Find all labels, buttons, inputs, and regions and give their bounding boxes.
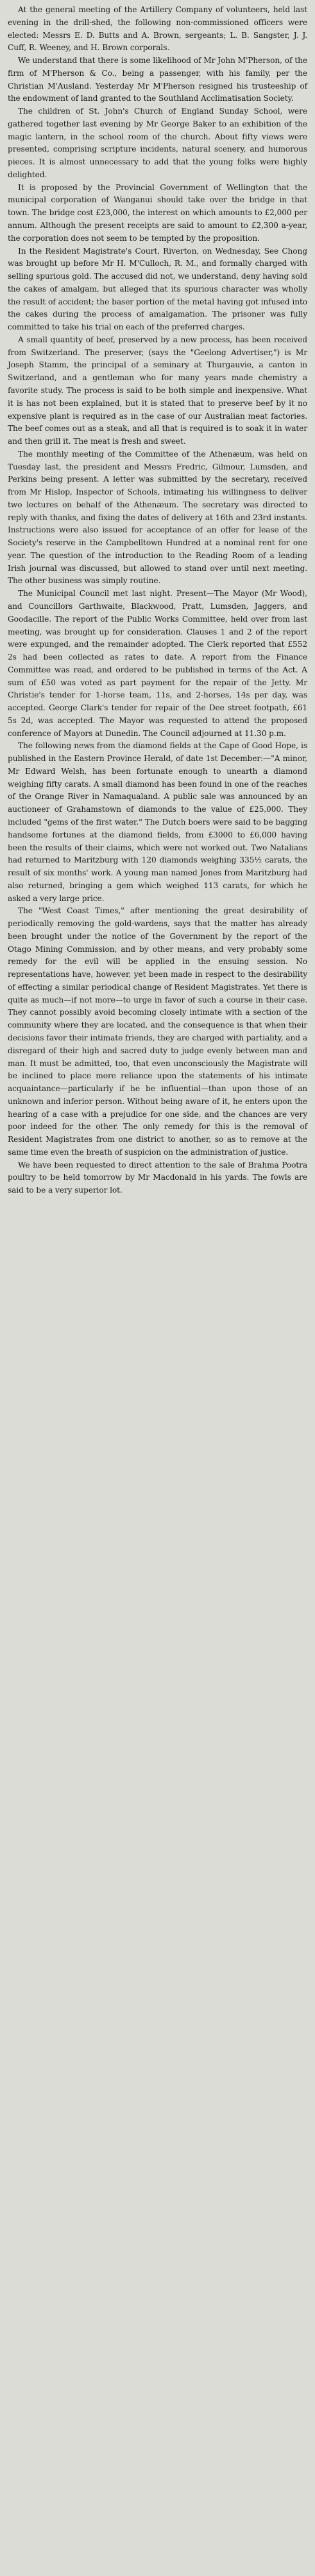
news-paragraph-athenaeum-meeting: The monthly meeting of the Committee of the Athenæum, was held on Tuesday last, the president and Messrs Fredric, Gilmour, Lumsden, and Perkins being present. A letter was submitted by the secretary, received from Mr Hislop, Inspector of Schools, intimating his willingness to deliver two lectures on behalf of the Athenæum. The secretary was directed to reply with thanks, and fixing the dates of delivery at 16th and 23rd instants. Instructions were also issued for acceptance of an offer for lease of the Society's reserve in the Campbelltown Hundred at a nominal rent for one year. The question of the introduction to the Reading Room of a leading Irish journal was discussed, but allowed to stand over until next meeting. The other business was simply routine. — [8, 449, 307, 586]
news-paragraph-municipal-council: The Municipal Council met last night. Present—The Mayor (Mr Wood), and Councillors Garthwaite, Blackwood, Pratt, Lumsden, Jaggers, and Goodacille. The report of the Public Works Committee, held over from last meeting, was brought up for consideration. Clauses 1 and 2 of the report were expunged, and the remainder adopted. The Clerk reported that £552 2s had been collected as rates to date. A report from the Finance Committee was read, and ordered to be published in terms of the Act. A sum of £50 was voted as part payment for the repair of the Jetty. Mr Christie's tender for 1-horse team, 11s, and 2-horses, 14s per day, was accepted. George Clark's tender for repair of the Dee street footpath, £61 5s 2d, was accepted. The Mayor was requested to attend the proposed conference of Mayors at Dunedin. The Council adjourned at 11.30 p.m. — [8, 589, 307, 738]
news-paragraph-west-coast-times: The "West Coast Times," after mentioning the great desirability of periodically removing the gold-wardens, says that the matter has already been brought under the notice of the Government by the report of the Otago Mining Commission, and by other means, and very probably some remedy for the evil will be applied in the ensuing session. No representations have, however, yet been made in respect to the desirability of effecting a similar periodical change of Resident Magistrates. Yet there is quite as much—if not more—to urge in favor of such a course in their case. They cannot possibly avoid becoming closely intimate with a section of the community where they are located, and the consequence is that when their decisions favor their intimate friends, they are charged with partiality, and a disregard of their high and sacred duty to judge evenly between man and man. It must be admitted, too, that even unconsciously the Magistrate will be inclined to place more reliance upon the statements of his intimate acquaintance—particularly if he be influential—than upon those of an unknown and inferior person. Without being aware of it, he enters upon the hearing of a case with a prejudice for one side, and the chances are very poor indeed for the other. The only remedy for this is the removal of Resident Magistrates from one district to another, so as to remove at the same time even the breath of suspicion on the administration of justice. — [8, 906, 307, 1157]
news-paragraph-artillery-election: At the general meeting of the Artillery Company of volunteers, held last evening in the drill-shed, the following non-commissioned officers were elected: Messrs E. D. Butts and A. Brown, sergeants; L. B. Sangster, J. J. Cuff, R. Weeney, and H. Brown corporals. — [8, 5, 307, 53]
news-paragraph-preserved-beef: A small quantity of beef, preserved by a new process, has been received from Switzerland. The preserver, (says the "Geelong Advertiser,") is Mr Joseph Stamm, the principal of a seminary at Thurgauvie, a canton in Switzerland, and a gentleman who for many years made chemistry a favorite study. The process is said to be both simple and inexpensive. What it is has not been explained, but it is stated that to preserve beef by it no expensive plant is required as in the case of our Australian meat factories. The beef comes out as a steak, and all that is required is to soak it in water and then grill it. The meat is fresh and sweet. — [8, 335, 307, 446]
news-paragraph-poultry-sale: We have been requested to direct attention to the sale of Brahma Pootra poultry to be held tomorrow by Mr Macdonald in his yards. The fowls are said to be a very superior lot. — [8, 1160, 307, 1195]
news-paragraph-sunday-school-lantern: The children of St. John's Church of England Sunday School, were gathered together last evening by Mr George Baker to an exhibition of the magic lantern, in the school room of the church. About fifty views were presented, comprising scripture incidents, natural scenery, and humorous pieces. It is almost unnecessary to add that the young folks were highly delighted. — [8, 107, 307, 179]
news-paragraph-riverton-court: In the Resident Magistrate's Court, Riverton, on Wednesday, See Chong was brought up before Mr H. M'Culloch, R. M., and formally charged with selling spurious gold. The accused did not, we understand, deny having sold the cakes of amalgam, but alleged that its spurious character was wholly the result of accident; the baser portion of the metal having got infused into the cakes during the process of amalgamation. The prisoner was fully committed to take his trial on each of the preferred charges. — [8, 246, 307, 332]
news-paragraph-mpherson-departure: We understand that there is some likelihood of Mr John M'Pherson, of the firm of M'Pherson & Co., being a passenger, with his family, per the Christian M'Ausland. Yesterday Mr M'Pherson resigned his trusteeship of the endowment of land granted to the Southland Acclimatisation Society. — [8, 56, 307, 103]
news-paragraph-diamond-fields: The following news from the diamond fields at the Cape of Good Hope, is published in the Eastern Province Herald, of date 1st December:—"A minor, Mr Edward Welsh, has been fortunate enough to unearth a diamond weighing fifty carats. A small diamond has been found in one of the reaches of the Orange River in Namaqualand. A public sale was announced by an auctioneer of Grahamstown of diamonds to the value of £25,000. They included "gems of the first water." The Dutch boers were said to be bagging handsome fortunes at the diamond fields, from £3000 to £6,000 having been the results of their claims, which were not worked out. Two Natalians had returned to Maritzburg with 120 diamonds weighing 335½ carats, the result of six months' work. A young man named Jones from Maritzburg had also returned, bringing a gem which weighed 113 carats, for which he asked a very large price. — [8, 741, 307, 903]
news-paragraph-wanganui-bridge: It is proposed by the Provincial Government of Wellington that the municipal corporation of Wanganui should take over the bridge in that town. The bridge cost £23,000, the interest on which amounts to £2,000 per annum. Although the present receipts are said to amount to £2,300 a-year, the corporation does not seem to be tempted by the proposition. — [8, 182, 307, 243]
